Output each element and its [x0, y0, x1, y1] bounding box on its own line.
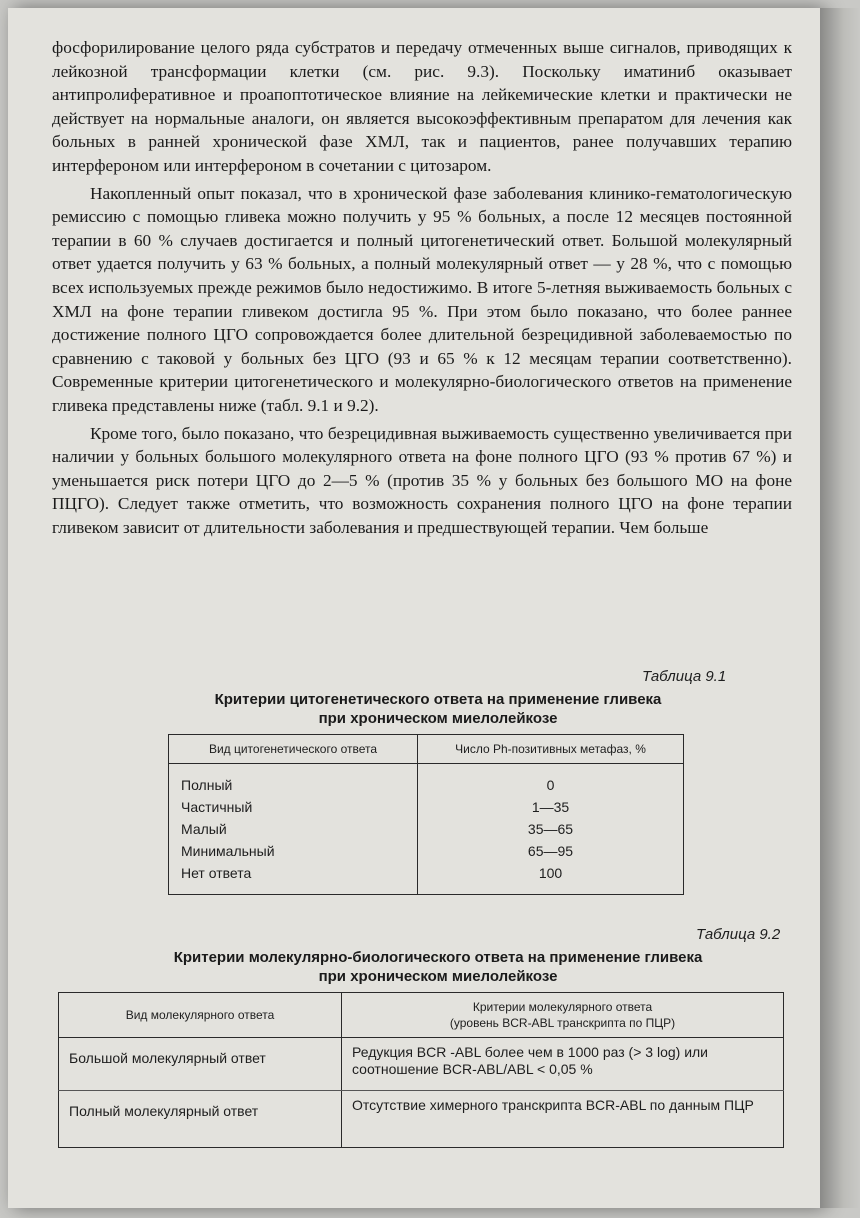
response-type: Большой молекулярный ответ: [59, 1038, 342, 1091]
metaphase-percent: 1—35: [531, 799, 570, 815]
metaphase-percent: 35—65: [527, 821, 574, 837]
table-row: [59, 1091, 784, 1148]
cytogenetic-response-table: [168, 734, 684, 895]
column-header: Вид цитогенетического ответа: [169, 735, 418, 764]
response-type: Полный: [169, 764, 418, 797]
response-type: Минимальный: [169, 840, 418, 862]
table-caption: Таблица 9.2: [696, 926, 781, 943]
column-header: Число Ph-позитивных метафаз, %: [418, 735, 684, 764]
molecular-response-table: [58, 992, 784, 1148]
table-title-line: Критерии молекулярно-биологического ответа на применение гливека: [173, 949, 703, 966]
paragraph: Накопленный опыт показал, что в хронической фазе заболевания клинико-гематологическую ремиссию с помощью гливека можно получить у 95 % больных, а после 12 месяцев постоянной терапии в 60 % случаев достигается и полный цитогенетический ответ. Большой молекулярный ответ удается получить у 63 % больных, а полный молекулярный ответ — у 28 %, что с помощью всех используемых прежде режимов было недостижимо. В итоге 5-летняя выживаемость больных с ХМЛ на фоне терапии гливеком достигла 95 %. При этом было показано, что более раннее достижение полного ЦГО сопровождается более длительной безрецидивной заболеваемостью по сравнению с таковой у больных без ЦГО (93 и 65 % к 12 месяцам терапии соответственно). Современные критерии цитогенетического и молекулярно-биологического ответов на применение гливека представлены ниже (табл. 9.1 и 9.2).: [52, 183, 792, 415]
book-page: [8, 8, 820, 1208]
table-title: [108, 948, 768, 986]
table-title-line: при хроническом миелолейкозе: [318, 968, 558, 985]
table-row: [169, 862, 684, 895]
response-criteria: Редукция BCR -ABL более чем в 1000 раз (> 3 log) или соотношение BCR-ABL/ABL < 0,05 %: [342, 1038, 784, 1091]
response-type: Малый: [169, 818, 418, 840]
response-criteria: Отсутствие химерного транскрипта BCR-ABL по данным ПЦР: [352, 1097, 754, 1113]
table-row: [169, 796, 684, 818]
table-row: [169, 818, 684, 840]
table-title-line: при хроническом миелолейкозе: [318, 710, 558, 727]
table-row: [169, 764, 684, 797]
body-text: [52, 36, 792, 539]
response-type: Частичный: [169, 796, 418, 818]
metaphase-percent: 100: [538, 865, 563, 881]
table-row: [169, 840, 684, 862]
response-type: Нет ответа: [169, 862, 418, 895]
column-header-line: Критерии молекулярного ответа: [472, 1000, 653, 1014]
table-caption: Таблица 9.1: [642, 668, 727, 685]
column-header: [342, 993, 784, 1038]
table-title: [148, 690, 728, 728]
response-type: Полный молекулярный ответ: [59, 1091, 342, 1148]
table-row: [59, 1038, 784, 1091]
column-header: Вид молекулярного ответа: [59, 993, 342, 1038]
metaphase-percent: 65—95: [527, 843, 574, 859]
column-header-line: (уровень BCR-ABL транскрипта по ПЦР): [449, 1016, 676, 1030]
metaphase-percent: 0: [546, 777, 555, 793]
paragraph: фосфорилирование целого ряда субстратов и передачу отмеченных выше сигналов, приводящих к лейкозной трансформации клетки (см. рис. 9.3). Поскольку иматиниб оказывает антипролиферативное и проапоптотическое влияние на лейкемические клетки и практически не действует на нормальные аналоги, он является высокоэффективным препаратом для лечения как больных в ранней хронической фазе ХМЛ, так и пациентов, ранее получавших терапию интерфероном или интерфероном в сочетании с цитозаром.: [52, 38, 792, 175]
paragraph: Кроме того, было показано, что безрецидивная выживаемость существенно увеличивается при наличии у больных большого молекулярного ответа на фоне полного ЦГО (93 % против 67 %) и уменьшается риск потери ЦГО до 2—5 % (против 35 % у больных без большого МО на фоне ПЦГО). Следует также отметить, что возможность сохранения полного ЦГО на фоне терапии гливеком зависит от длительности заболевания и предшествующей терапии. Чем больше: [52, 423, 792, 537]
table-title-line: Критерии цитогенетического ответа на применение гливека: [214, 691, 662, 708]
